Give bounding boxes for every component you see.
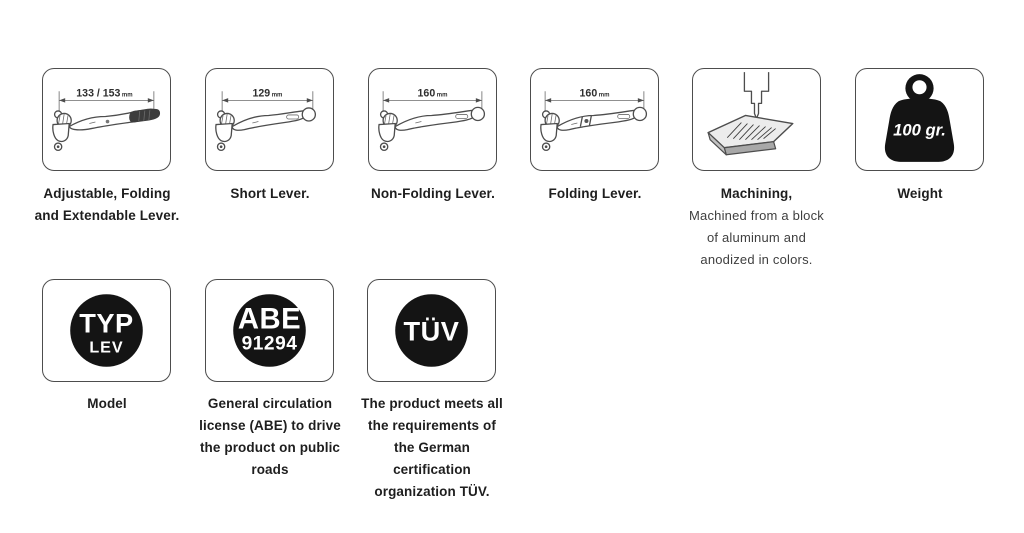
folding-lever-caption: Folding Lever. — [548, 186, 642, 201]
feature-card-weight — [855, 68, 984, 205]
machining-box — [692, 68, 821, 171]
dimension-unit: mm — [436, 92, 448, 99]
typ-text: TYP — [79, 307, 134, 339]
dimension-value: 129 — [252, 87, 271, 100]
machining-caption — [686, 183, 827, 271]
machining-icon — [693, 69, 820, 170]
feature-card-model — [42, 279, 171, 415]
weight-box — [855, 68, 984, 171]
feature-card-nonfolding-lever — [368, 68, 497, 205]
dimension-unit: mm — [121, 92, 133, 99]
feature-card-tuv — [361, 279, 503, 503]
adjustable-lever-caption: Adjustable, Folding and Extendable Lever. — [34, 186, 180, 223]
weight-value-label: 100 gr. — [893, 120, 946, 140]
tuv-text: TÜV — [403, 315, 460, 347]
abe-caption: General circulation license (ABE) to drive the product on public roads — [199, 396, 341, 477]
short-lever-icon — [206, 69, 333, 170]
abe-number-text: 91294 — [241, 333, 298, 355]
typ-lev-badge-icon — [43, 280, 170, 381]
machining-caption-title: Machining, — [720, 186, 793, 201]
nonfolding-lever-box — [368, 68, 497, 171]
svg-text:133 / 153mm — [76, 87, 132, 99]
folding-lever-icon — [531, 69, 658, 170]
feature-card-short-lever — [205, 68, 334, 205]
weight-icon — [856, 69, 983, 170]
dimension-value: 160 — [417, 87, 436, 100]
folding-lever-box — [530, 68, 659, 171]
svg-text:160mm — [418, 87, 448, 99]
dimension-value: 160 — [579, 87, 598, 100]
weight-caption: Weight — [897, 186, 943, 201]
dimension-unit: mm — [271, 92, 283, 99]
model-box — [42, 279, 171, 382]
abe-text: ABE — [237, 303, 302, 336]
dimension-value: 133 / 153 — [76, 87, 121, 100]
short-lever-box — [205, 68, 334, 171]
machining-caption-body: Machined from a block of aluminum and anodized in colors. — [689, 208, 824, 267]
adjustable-lever-box — [42, 68, 171, 171]
adjustable-lever-icon — [43, 69, 170, 170]
tuv-badge-icon — [368, 280, 495, 381]
abe-badge-icon — [206, 280, 333, 381]
feature-card-machining — [689, 68, 824, 271]
tuv-caption: The product meets all the requirements of the German certification organization TÜV. — [361, 396, 503, 499]
dimension-unit: mm — [598, 92, 610, 99]
feature-card-abe — [199, 279, 341, 481]
nonfolding-lever-icon — [369, 69, 496, 170]
lev-text: LEV — [89, 338, 124, 357]
tuv-box — [367, 279, 496, 382]
abe-box — [205, 279, 334, 382]
nonfolding-lever-caption: Non-Folding Lever. — [370, 186, 496, 201]
svg-text:129mm — [253, 87, 283, 99]
short-lever-caption: Short Lever. — [230, 186, 310, 201]
feature-card-adjustable-lever — [34, 68, 180, 227]
model-caption: Model — [87, 396, 127, 411]
feature-card-folding-lever — [530, 68, 659, 205]
svg-text:160mm — [580, 87, 610, 99]
